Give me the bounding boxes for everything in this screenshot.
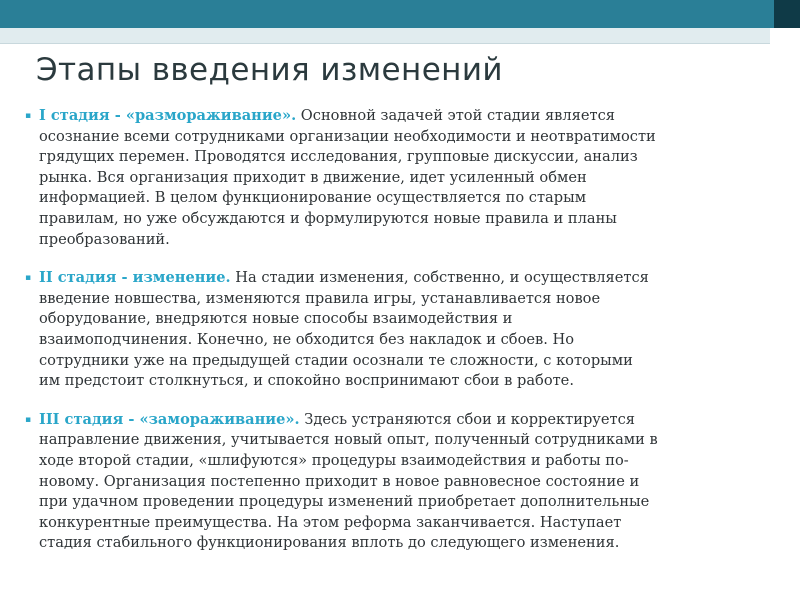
header-rule — [0, 28, 770, 44]
stage-heading: I стадия - «размораживание». — [39, 107, 297, 124]
bullet-icon: ▪ — [25, 414, 32, 425]
paragraph-text — [39, 268, 649, 392]
stage-description: Здесь устраняются сбои и корректируется направление движения, учитывается новый опыт, полученный сотрудниками в ходе второй стадии, «шлифуются» процедуры взаимодействия и работы по- новому. Организация постепенно приходит в новое равновесное состояние и при удачном проведении процедуры изменений приобретает дополнительные конкурентные преимущества. На этом реформа заканчивается. Наступает стадия стабильного функционирования вплоть до следующего изменения. — [39, 410, 658, 552]
paragraph-stage-1 — [25, 106, 785, 250]
stage-description: Основной задачей этой стадии является осознание всеми сотрудниками организации необходимости и неотвратимости грядущих перемен. Проводятся исследования, групповые дискуссии, анализ рынка. Вся организация приходит в движение, идет усиленный обмен информацией. В целом функционирование осуществляется по старым правилам, но уже обсуждаются и формулируются новые правила и планы преобразований. — [39, 107, 656, 248]
paragraph-stage-3 — [25, 410, 785, 554]
stage-description: На стадии изменения, собственно, и осуществляется введение новшества, изменяются правила игры, устанавливается новое оборудование, внедряются новые способы взаимодействия и взаимоподчинения. Конечно, не обходится без накладок и сбоев. Но сотрудники уже на предыдущей стадии осознали те сложности, с которыми им предстоит столкнуться, и спокойно воспринимают сбои в работе. — [39, 269, 649, 390]
stage-heading: III стадия - «замораживание». — [39, 410, 300, 428]
paragraph-text — [39, 106, 656, 250]
bullet-icon: ▪ — [25, 111, 32, 121]
header-bar-edge — [774, 0, 800, 28]
header-bar-main — [0, 0, 774, 28]
paragraph-text — [39, 410, 658, 554]
slide-title: Этапы введения изменений — [36, 52, 503, 88]
header-bar — [0, 0, 800, 28]
paragraph-stage-2 — [25, 268, 785, 392]
slide-content — [25, 106, 785, 572]
stage-heading: II стадия - изменение. — [39, 269, 231, 287]
bullet-icon: ▪ — [25, 273, 32, 284]
